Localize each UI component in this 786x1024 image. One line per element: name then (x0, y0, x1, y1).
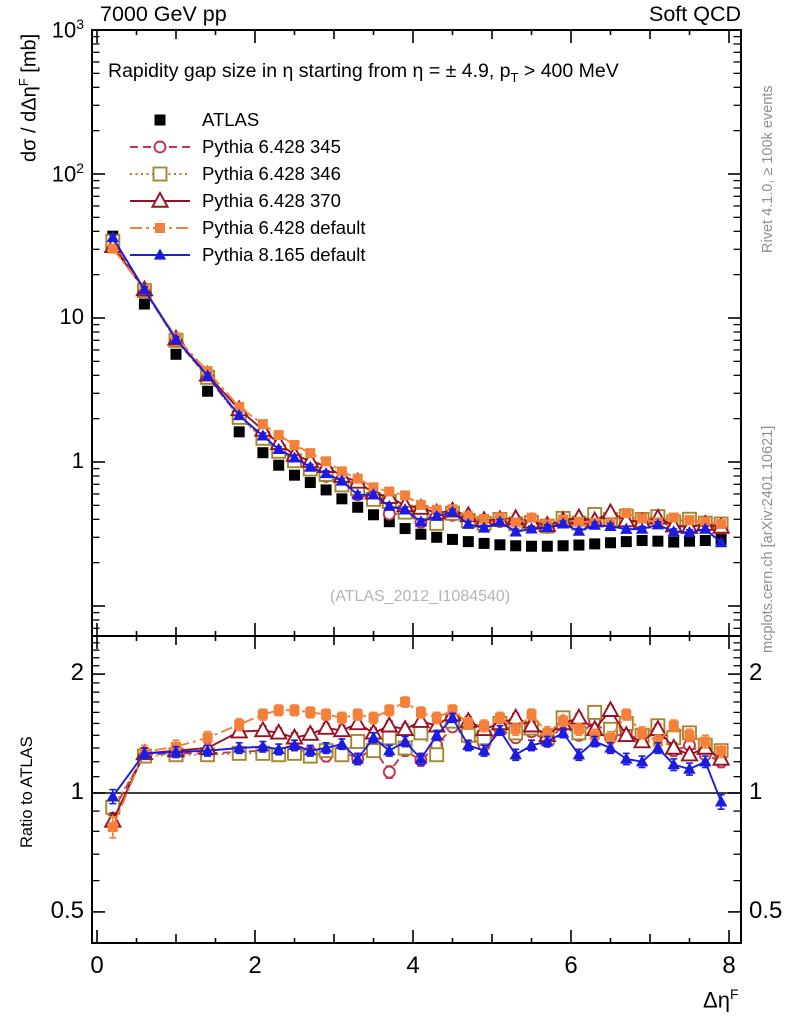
analysis-watermark: (ATLAS_2012_I1084540) (329, 588, 511, 605)
y-main-tick-1000: $10^3$ (51, 16, 84, 43)
series-pythia-6-428-370 (105, 238, 729, 533)
legend-label: ATLAS (202, 108, 260, 130)
plot-title (108, 60, 619, 85)
legend-marker-triangle-open (128, 190, 192, 212)
y-ratio-tick-right-1: 1 (749, 778, 763, 805)
sidenote-mcplots-arxiv: mcplots.cern.ch [arXiv:2401.10621] (760, 425, 776, 653)
legend-item-pythia-6-428-default (128, 214, 366, 241)
x-axis-label-sup: F (729, 986, 739, 1002)
legend-label: Pythia 6.428 370 (202, 189, 341, 211)
series-pythia-6-428-default (108, 244, 726, 530)
legend-item-atlas (128, 106, 366, 133)
ratio-series-pythia-6-428-370 (105, 702, 729, 829)
x-axis-label-text: Δη (703, 987, 730, 1013)
x-axis-label (703, 986, 739, 1013)
x-tick-8: 8 (722, 952, 736, 979)
legend-marker-triangle-filled (128, 244, 192, 266)
legend-marker-circle-open (128, 136, 192, 158)
y-ratio-tick-right-0.5: 0.5 (749, 896, 783, 924)
y-main-tick-1: 1 (71, 448, 84, 473)
legend-item-pythia-6-428-370 (128, 187, 366, 214)
plot-title-subscript: T (510, 69, 519, 85)
x-tick-2: 2 (248, 952, 262, 979)
plot-title-text: Rapidity gap size in η starting from η = ± 4.9, p (108, 60, 511, 82)
y-axis-label-main-text: dσ / dΔη (18, 86, 41, 162)
legend-label: Pythia 6.428 345 (202, 135, 341, 157)
legend-item-pythia-6-428-346 (128, 160, 366, 187)
legend-label: Pythia 6.428 346 (202, 162, 341, 184)
x-tick-4: 4 (406, 952, 420, 979)
y-axis-label-main (16, 34, 42, 162)
y-axis-label-main-units: [mb] (18, 33, 41, 79)
legend-label: Pythia 8.165 default (202, 243, 366, 265)
series-pythia-8-165-default (107, 231, 728, 547)
y-ratio-tick-left-2: 2 (70, 659, 84, 687)
series-pythia-6-428-346 (106, 235, 727, 533)
legend (128, 106, 366, 268)
sidenote-generator-version: Rivet 4.1.0, ≥ 100k events (760, 85, 776, 253)
legend-label: Pythia 6.428 default (202, 216, 366, 238)
y-ratio-tick-left-1: 1 (70, 778, 84, 805)
legend-marker-square-filled (128, 109, 192, 131)
legend-marker-square-filled (128, 217, 192, 239)
y-main-tick-10: 10 (59, 304, 84, 329)
x-tick-6: 6 (564, 952, 578, 979)
y-axis-label-ratio: Ratio to ATLAS (18, 736, 36, 848)
y-axis-label-main-sup: F (16, 78, 31, 87)
header-process-group: Soft QCD (649, 2, 741, 26)
y-ratio-tick-left-0.5: 0.5 (50, 896, 84, 924)
plot-title-tail: > 400 MeV (518, 60, 619, 82)
series-pythia-6-428-345 (107, 237, 726, 533)
y-ratio-tick-right-2: 2 (749, 659, 763, 687)
legend-item-pythia-6-428-345 (128, 133, 366, 160)
y-main-tick-100: $10^2$ (51, 160, 84, 187)
header-beam-energy: 7000 GeV pp (100, 2, 227, 26)
legend-item-pythia-8-165-default (128, 241, 366, 268)
x-tick-0: 0 (90, 952, 104, 979)
legend-marker-square-open (128, 163, 192, 185)
